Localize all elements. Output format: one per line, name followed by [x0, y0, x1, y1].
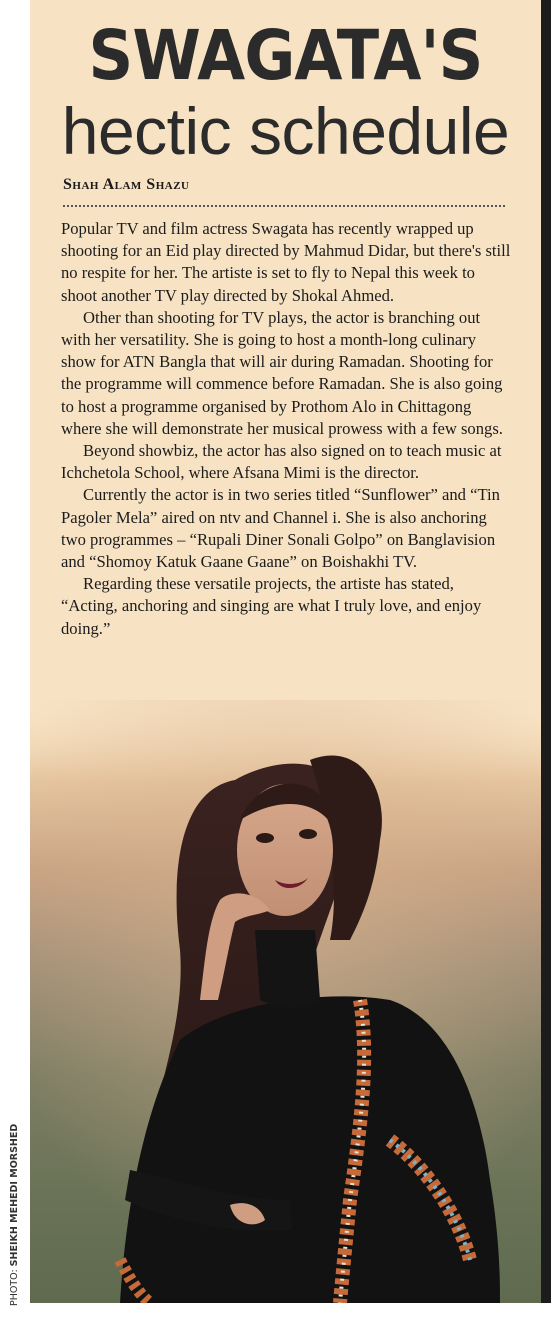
- dotted-divider: [63, 205, 505, 207]
- article-body: [61, 218, 511, 640]
- article-paragraph-4: Currently the actor is in two series titled “Sunflower” and “Tin Pagoler Mela” aired on ntv and Channel i. She is also anchoring two programmes – “Rupali Diner Sonali Golpo” on Banglavision and “Shomoy Katuk Gaane Gaane” on Boishakhi TV.: [61, 485, 500, 572]
- article-page: [30, 0, 541, 1303]
- article-paragraph-1: Popular TV and film actress Swagata has recently wrapped up shooting for an Eid play directed by Mahmud Didar, but there's still no respite for her. The artiste is set to fly to Nepal this week to shoot another TV play directed by Shokal Ahmed.: [61, 219, 511, 305]
- article-paragraph-3: Beyond showbiz, the actor has also signed on to teach music at Ichchetola School, where Afsana Mimi is the director.: [61, 441, 502, 483]
- portrait-illustration: [30, 700, 541, 1303]
- page-edge-bar: [541, 0, 551, 1330]
- page-bottom-margin: [0, 1303, 551, 1330]
- photo-credit: [9, 1123, 23, 1306]
- article-paragraph-2: Other than shooting for TV plays, the actor is branching out with her versatility. She is going to host a month-long culinary show for ATN Bangla that will air during Ramadan. Shooting for the programme will commence before Ramadan. She is also going to host a programme organised by Prothom Alo in Chittagong where she will demonstrate her musical prowess with a few songs.: [61, 307, 503, 438]
- portrait-photo: [30, 700, 541, 1303]
- headline-line2: hectic schedule: [61, 94, 510, 168]
- photo-credit-name: SHEIKH MEHEDI MORSHED: [9, 1123, 20, 1267]
- photo-credit-prefix: PHOTO:: [9, 1266, 20, 1306]
- headline-line1: SWAGATA'S: [88, 16, 483, 96]
- byline: Shah Alam Shazu: [63, 176, 190, 193]
- article-paragraph-5: Regarding these versatile projects, the artiste has stated, “Acting, anchoring and singing are what I truly love, and enjoy doing.”: [61, 574, 482, 638]
